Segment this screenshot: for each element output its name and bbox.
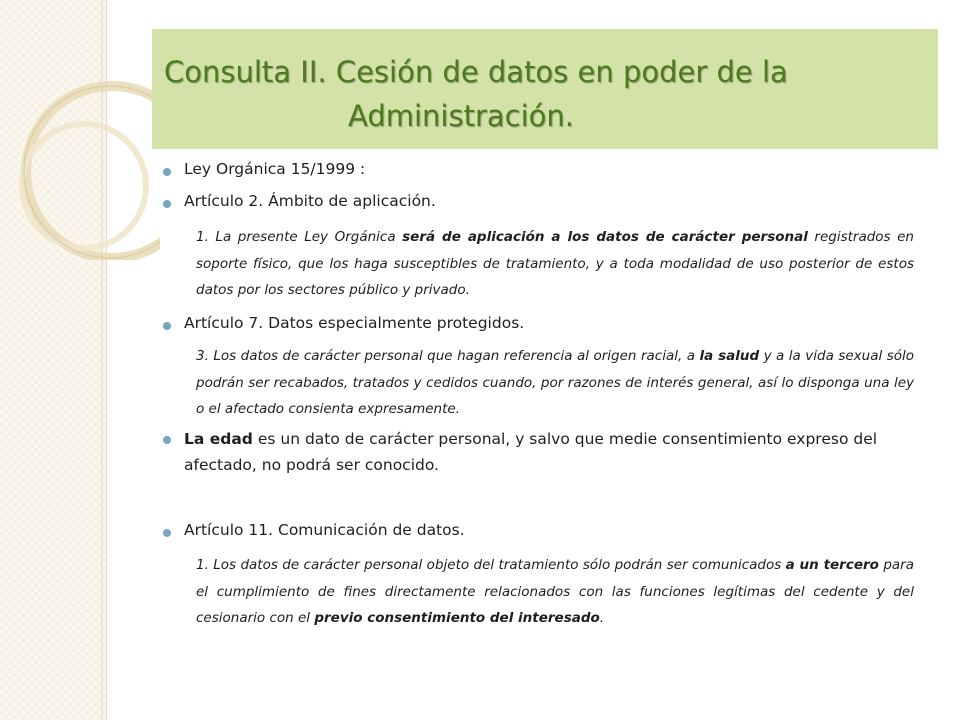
articulo-7-quote: 3. Los datos de carácter personal que hagan referencia al origen racial, a la salud y a la vida sexual sólo podrán ser recabados, tratados y cedidos cuando, por razones de interés general, así lo disponga una ley o el afectado consienta expresamente.: [196, 348, 915, 417]
bullet-dot: [163, 168, 171, 176]
slide-title-line-1: Consulta II. Cesión de datos en poder de la: [164, 55, 788, 89]
decorative-rings: [0, 0, 160, 260]
articulo-2-heading: Artículo 2. Ámbito de aplicación.: [184, 192, 436, 210]
slide-title-line-2: Administración.: [348, 99, 574, 133]
bullet-dot: [163, 529, 171, 537]
articulo-11-quote: 1. Los datos de carácter personal objeto del tratamiento sólo podrán ser comunicados a un tercero para el cumplimiento de fines directamente relacionados con las funciones legítimas del cedente y del cesionario con el previo consentimiento del interesado.: [196, 557, 914, 626]
articulo-2-quote: 1. La presente Ley Orgánica será de aplicación a los datos de carácter personal registrados en soporte físico, que los haga susceptibles de tratamiento, y a toda modalidad de uso posterior de estos datos por los sectores público y privado.: [196, 229, 914, 298]
bullet-dot: [163, 322, 171, 330]
bullet-dot: [163, 436, 171, 444]
ley-organica-item: Ley Orgánica 15/1999 :: [184, 160, 366, 178]
edad-paragraph: La edad es un dato de carácter personal, y salvo que medie consentimiento expreso del afectado, no podrá ser conocido.: [184, 430, 878, 474]
articulo-7-heading: Artículo 7. Datos especialmente protegidos.: [184, 314, 525, 332]
bullet-dot: [163, 200, 171, 208]
title-banner: [152, 29, 938, 149]
articulo-11-heading: Artículo 11. Comunicación de datos.: [184, 521, 465, 539]
